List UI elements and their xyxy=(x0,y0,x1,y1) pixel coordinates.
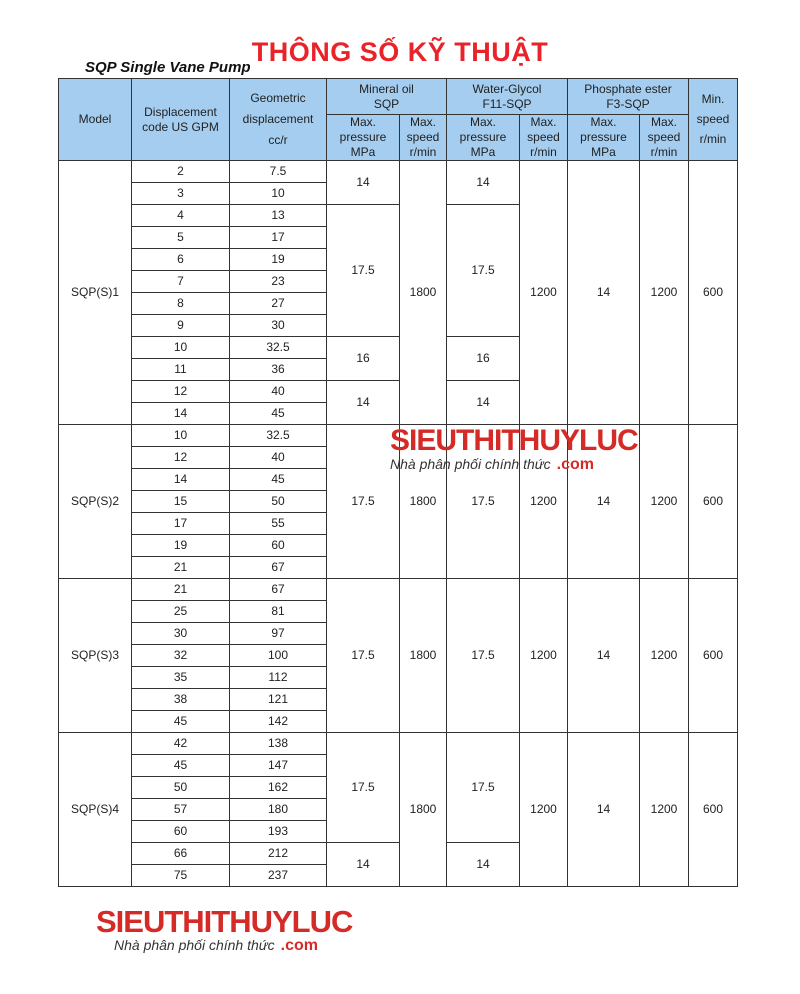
disp-cell: 32.5 xyxy=(230,425,327,447)
code-cell: 8 xyxy=(132,293,230,315)
code-cell: 5 xyxy=(132,227,230,249)
disp-cell: 27 xyxy=(230,293,327,315)
water-pressure-cell: 17.5 xyxy=(447,579,520,733)
table-row xyxy=(59,733,738,755)
code-cell: 45 xyxy=(132,755,230,777)
logo-domain: .com xyxy=(280,937,318,954)
code-cell: 12 xyxy=(132,381,230,403)
water-pressure-cell: 17.5 xyxy=(447,425,520,579)
disp-cell: 212 xyxy=(230,843,327,865)
code-cell: 66 xyxy=(132,843,230,865)
disp-cell: 112 xyxy=(230,667,327,689)
disp-cell: 19 xyxy=(230,249,327,271)
disp-cell: 10 xyxy=(230,183,327,205)
code-cell: 75 xyxy=(132,865,230,887)
header-min-speed: Min. speed r/min xyxy=(689,79,738,161)
water-pressure-cell: 17.5 xyxy=(447,205,520,337)
code-cell: 35 xyxy=(132,667,230,689)
page-title: THÔNG SỐ KỸ THUẬT xyxy=(251,37,549,67)
watermark-tagline: Nhà phân phối chính thức .com xyxy=(390,456,594,473)
header-water-pressure: Max. pressure MPa xyxy=(447,115,520,161)
brand-logo xyxy=(96,905,416,955)
code-cell: 21 xyxy=(132,579,230,601)
spec-table xyxy=(58,78,738,887)
code-cell: 50 xyxy=(132,777,230,799)
water-pressure-cell: 14 xyxy=(447,381,520,425)
disp-cell: 147 xyxy=(230,755,327,777)
mineral-pressure-cell: 17.5 xyxy=(327,579,400,733)
phosphate-speed-cell: 1200 xyxy=(640,733,689,887)
disp-cell: 50 xyxy=(230,491,327,513)
water-speed-cell: 1200 xyxy=(520,733,568,887)
header-phosphate-speed: Max. speed r/min xyxy=(640,115,689,161)
code-cell: 9 xyxy=(132,315,230,337)
mineral-speed-cell: 1800 xyxy=(400,161,447,425)
model-cell: SQP(S)3 xyxy=(59,579,132,733)
watermark-brand: SIEUTHITHUYLUC xyxy=(390,424,638,457)
disp-cell: 40 xyxy=(230,447,327,469)
model-cell: SQP(S)1 xyxy=(59,161,132,425)
model-cell: SQP(S)4 xyxy=(59,733,132,887)
header-mineral-oil: Mineral oil SQP xyxy=(327,79,447,115)
disp-cell: 81 xyxy=(230,601,327,623)
disp-cell: 142 xyxy=(230,711,327,733)
code-cell: 10 xyxy=(132,337,230,359)
header-mineral-speed: Max. speed r/min xyxy=(400,115,447,161)
mineral-speed-cell: 1800 xyxy=(400,579,447,733)
code-cell: 19 xyxy=(132,535,230,557)
phosphate-pressure-cell: 14 xyxy=(568,161,640,425)
min-speed-cell: 600 xyxy=(689,161,738,425)
code-cell: 60 xyxy=(132,821,230,843)
code-cell: 30 xyxy=(132,623,230,645)
min-speed-cell: 600 xyxy=(689,425,738,579)
water-speed-cell: 1200 xyxy=(520,425,568,579)
disp-cell: 237 xyxy=(230,865,327,887)
phosphate-pressure-cell: 14 xyxy=(568,733,640,887)
model-cell: SQP(S)2 xyxy=(59,425,132,579)
code-cell: 14 xyxy=(132,469,230,491)
header-water-glycol: Water-Glycol F11-SQP xyxy=(447,79,568,115)
mineral-pressure-cell: 16 xyxy=(327,337,400,381)
header-displacement-code: Displacement code US GPM xyxy=(132,79,230,161)
code-cell: 15 xyxy=(132,491,230,513)
mineral-pressure-cell: 14 xyxy=(327,381,400,425)
mineral-speed-cell: 1800 xyxy=(400,425,447,579)
logo-tagline: Nhà phân phối chính thức .com xyxy=(114,937,318,954)
phosphate-speed-cell: 1200 xyxy=(640,425,689,579)
code-cell: 12 xyxy=(132,447,230,469)
min-speed-cell: 600 xyxy=(689,733,738,887)
logo-brand: SIEUTHITHUYLUC xyxy=(96,904,353,939)
code-cell: 38 xyxy=(132,689,230,711)
phosphate-pressure-cell: 14 xyxy=(568,579,640,733)
code-cell: 14 xyxy=(132,403,230,425)
mineral-pressure-cell: 14 xyxy=(327,843,400,887)
header-phosphate-ester: Phosphate ester F3-SQP xyxy=(568,79,689,115)
code-cell: 17 xyxy=(132,513,230,535)
water-speed-cell: 1200 xyxy=(520,579,568,733)
disp-cell: 138 xyxy=(230,733,327,755)
code-cell: 45 xyxy=(132,711,230,733)
code-cell: 3 xyxy=(132,183,230,205)
disp-cell: 17 xyxy=(230,227,327,249)
code-cell: 2 xyxy=(132,161,230,183)
disp-cell: 97 xyxy=(230,623,327,645)
water-pressure-cell: 16 xyxy=(447,337,520,381)
disp-cell: 100 xyxy=(230,645,327,667)
water-pressure-cell: 17.5 xyxy=(447,733,520,843)
header-geometric-displacement: Geometric displacement cc/r xyxy=(230,79,327,161)
code-cell: 10 xyxy=(132,425,230,447)
mineral-pressure-cell: 14 xyxy=(327,161,400,205)
disp-cell: 45 xyxy=(230,403,327,425)
phosphate-speed-cell: 1200 xyxy=(640,579,689,733)
header-phosphate-pressure: Max. pressure MPa xyxy=(568,115,640,161)
watermark-domain: .com xyxy=(556,456,594,473)
code-cell: 11 xyxy=(132,359,230,381)
disp-cell: 162 xyxy=(230,777,327,799)
water-speed-cell: 1200 xyxy=(520,161,568,425)
disp-cell: 60 xyxy=(230,535,327,557)
code-cell: 32 xyxy=(132,645,230,667)
mineral-speed-cell: 1800 xyxy=(400,733,447,887)
disp-cell: 67 xyxy=(230,557,327,579)
header-water-speed: Max. speed r/min xyxy=(520,115,568,161)
disp-cell: 7.5 xyxy=(230,161,327,183)
header-model: Model xyxy=(59,79,132,161)
code-cell: 6 xyxy=(132,249,230,271)
disp-cell: 32.5 xyxy=(230,337,327,359)
table-row xyxy=(59,161,738,183)
disp-cell: 13 xyxy=(230,205,327,227)
table-subtitle: SQP Single Vane Pump xyxy=(85,59,251,76)
phosphate-pressure-cell: 14 xyxy=(568,425,640,579)
disp-cell: 193 xyxy=(230,821,327,843)
disp-cell: 55 xyxy=(230,513,327,535)
min-speed-cell: 600 xyxy=(689,579,738,733)
mineral-pressure-cell: 17.5 xyxy=(327,425,400,579)
disp-cell: 45 xyxy=(230,469,327,491)
mineral-pressure-cell: 17.5 xyxy=(327,733,400,843)
table-row xyxy=(59,579,738,601)
water-pressure-cell: 14 xyxy=(447,843,520,887)
code-cell: 21 xyxy=(132,557,230,579)
watermark xyxy=(390,424,650,474)
header-mineral-pressure: Max. pressure MPa xyxy=(327,115,400,161)
water-pressure-cell: 14 xyxy=(447,161,520,205)
disp-cell: 40 xyxy=(230,381,327,403)
mineral-pressure-cell: 17.5 xyxy=(327,205,400,337)
disp-cell: 180 xyxy=(230,799,327,821)
code-cell: 57 xyxy=(132,799,230,821)
disp-cell: 23 xyxy=(230,271,327,293)
disp-cell: 30 xyxy=(230,315,327,337)
code-cell: 4 xyxy=(132,205,230,227)
code-cell: 7 xyxy=(132,271,230,293)
disp-cell: 67 xyxy=(230,579,327,601)
code-cell: 42 xyxy=(132,733,230,755)
disp-cell: 36 xyxy=(230,359,327,381)
disp-cell: 121 xyxy=(230,689,327,711)
code-cell: 25 xyxy=(132,601,230,623)
phosphate-speed-cell: 1200 xyxy=(640,161,689,425)
